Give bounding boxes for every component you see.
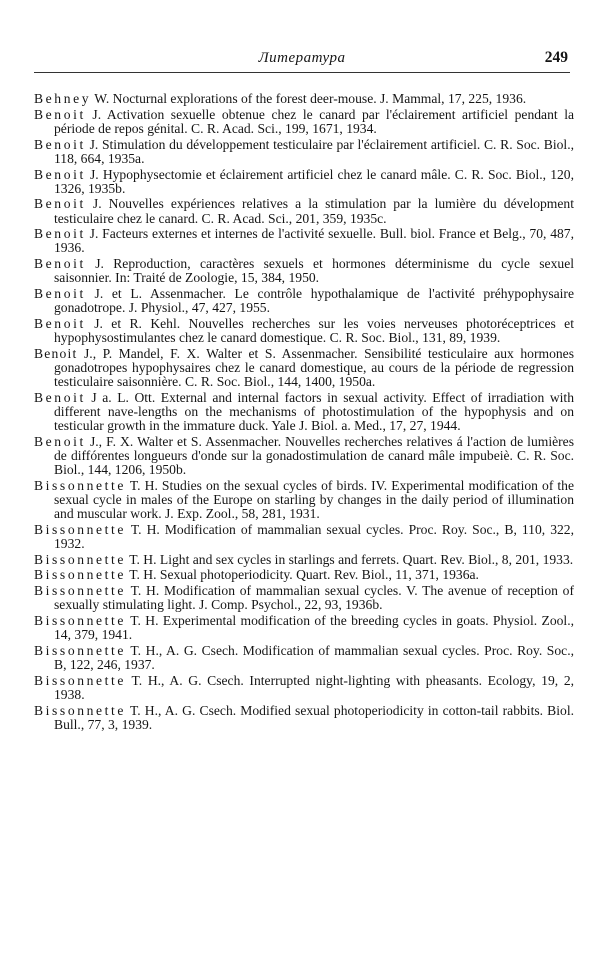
reference-text: J. Nouvelles expériences relatives a la stimulation par la lumière du dévelopment testiculaire chez le canard. C. R. Acad. Sci., 201, 359, 1935c. xyxy=(54,196,574,226)
reference-item xyxy=(34,523,574,551)
reference-text: J. Hypophysectomie et éclairement artificiel chez le canard mâle. C. R. Soc. Biol., 120, 1326, 1935b. xyxy=(54,166,574,196)
reference-author: Bissonnette xyxy=(34,612,127,628)
reference-text: T. H. Experimental modification of the breeding cycles in goats. Physiol. Zool., 14, 379, 1941. xyxy=(54,612,574,643)
reference-text: T. H. Modification of mammalian sexual cycles. V. The avenue of reception of sexually stimulating light. J. Comp. Psychol., 22, 93, 1936b. xyxy=(54,583,575,613)
reference-text: T. H. Sexual photoperiodicity. Quart. Rev. Biol., 11, 371, 1936a. xyxy=(129,567,479,583)
reference-text: J. Facteurs externes et internes de l'activité sexuelle. Bull. biol. France et Belg., 70, 487, 1936. xyxy=(54,226,574,256)
reference-author: Benoit xyxy=(34,196,86,212)
reference-text: T. H. Studies on the sexual cycles of birds. IV. Experimental modification of the sexual cycle in males of the Europe on starling by changes in the daily period of illumination and muscular work. J. Exp. Zool., 58, 281, 1931. xyxy=(54,477,575,521)
reference-item xyxy=(34,553,574,567)
reference-item xyxy=(34,287,574,315)
reference-text: J. et R. Kehl. Nouvelles recherches sur les voies nerveuses photoréceptrices et hypophysostimulantes chez le canard domestique. C. R. Soc. Biol., 131, 89, 1939. xyxy=(54,315,574,345)
reference-text: J. Stimulation du développement testiculaire par l'éclairement artificiel. C. R. Soc. Biol., 118, 664, 1935a. xyxy=(54,136,574,166)
reference-item xyxy=(34,614,574,642)
reference-text: J. et L. Assenmacher. Le contrôle hypothalamique de l'activité préhypophysaire gonadotrope. J. Physiol., 47, 427, 1955. xyxy=(54,286,574,316)
page-number: 249 xyxy=(544,49,568,66)
reference-author: Bissonnette xyxy=(34,672,127,688)
reference-author: Benoit xyxy=(34,433,86,449)
reference-author: Benoit xyxy=(34,256,86,272)
reference-item xyxy=(34,108,574,136)
reference-text: J., P. Mandel, F. X. Walter et S. Assenmacher. Sensibilité testiculaire aux hormones gonadotropes hypophysaires chez le canard domestique, au cours de la période de regression testiculaire saisonnière. C. R. Soc. Biol., 144, 1400, 1950a. xyxy=(54,345,574,389)
reference-item xyxy=(34,168,574,196)
reference-item xyxy=(34,197,574,225)
reference-text: T. H. Modification of mammalian sexual cycles. Proc. Roy. Soc., B, 110, 322, 1932. xyxy=(54,521,574,551)
reference-author: Benoit xyxy=(34,226,86,242)
reference-author: Behney xyxy=(34,91,92,106)
reference-author: Bissonnette xyxy=(34,551,127,567)
reference-author: Bissonnette xyxy=(34,567,127,583)
reference-item xyxy=(34,391,574,433)
reference-text: T. H. Light and sex cycles in starlings and ferrets. Quart. Rev. Biol., 8, 201, 1933. xyxy=(129,551,574,567)
reference-text: J., F. X. Walter et S. Assenmacher. Nouvelles recherches relatives á l'action de lumières de diffórentes longueurs d'onde sur la gonadostimulation de canard mâle impubeiè. C. R. Soc. Biol., 144, 1206, 1950b. xyxy=(54,433,574,477)
running-title: Литература xyxy=(258,50,346,66)
reference-author: Benoit xyxy=(34,315,86,331)
reference-text: T. H., A. G. Csech. Modification of mammalian sexual cycles. Proc. Roy. Soc., B, 122, 246, 1937. xyxy=(54,642,574,672)
reference-item xyxy=(34,257,574,285)
reference-author: Benoit xyxy=(34,106,86,122)
reference-item xyxy=(34,227,574,255)
page-header xyxy=(34,48,570,73)
reference-author: Benoit xyxy=(34,389,86,405)
reference-author: Bissonnette xyxy=(34,521,127,537)
reference-item xyxy=(34,584,574,612)
reference-item xyxy=(34,317,574,345)
reference-item xyxy=(34,644,574,672)
reference-item xyxy=(34,479,574,521)
reference-text: T. H., A. G. Csech. Interrupted night-lighting with pheasants. Ecology, 19, 2, 1938. xyxy=(54,672,575,702)
reference-author: Benoit xyxy=(34,345,78,361)
reference-item xyxy=(34,92,574,106)
reference-item xyxy=(34,138,574,166)
reference-item xyxy=(34,674,574,702)
reference-text: J a. L. Ott. External and internal factors in sexual activity. Effect of irradiation with different nave-lengths on the mechanisms of photostimulation of the hypophysis and on testicular growth in the immature duck. Yale J. Biol. a. Med., 17, 27, 1944. xyxy=(54,389,574,433)
reference-text: W. Nocturnal explorations of the forest deer-mouse. J. Mammal, 17, 225, 1936. xyxy=(94,91,527,106)
reference-text: J. Activation sexuelle obtenue chez le canard par l'éclairement artificiel pendant la période de repos génital. C. R. Acad. Sci., 199, 1671, 1934. xyxy=(54,106,574,136)
reference-text: T. H., A. G. Csech. Modified sexual photoperiodicity in cotton-tail rabbits. Biol. Bull., 77, 3, 1939. xyxy=(54,702,574,732)
reference-author: Bissonnette xyxy=(34,583,127,599)
reference-author: Bissonnette xyxy=(34,642,127,658)
reference-text: J. Reproduction, caractères sexuels et hormones déterminisme du cycle sexuel saisonnier. In: Traité de Zoologie, 15, 384, 1950. xyxy=(54,256,574,286)
reference-list xyxy=(34,92,574,733)
reference-author: Bissonnette xyxy=(34,702,127,718)
reference-item xyxy=(34,347,574,389)
reference-author: Benoit xyxy=(34,286,86,302)
reference-item xyxy=(34,435,574,477)
reference-item xyxy=(34,704,574,732)
reference-author: Benoit xyxy=(34,136,86,152)
reference-author: Bissonnette xyxy=(34,477,127,493)
reference-author: Benoit xyxy=(34,166,86,182)
reference-item xyxy=(34,568,574,582)
